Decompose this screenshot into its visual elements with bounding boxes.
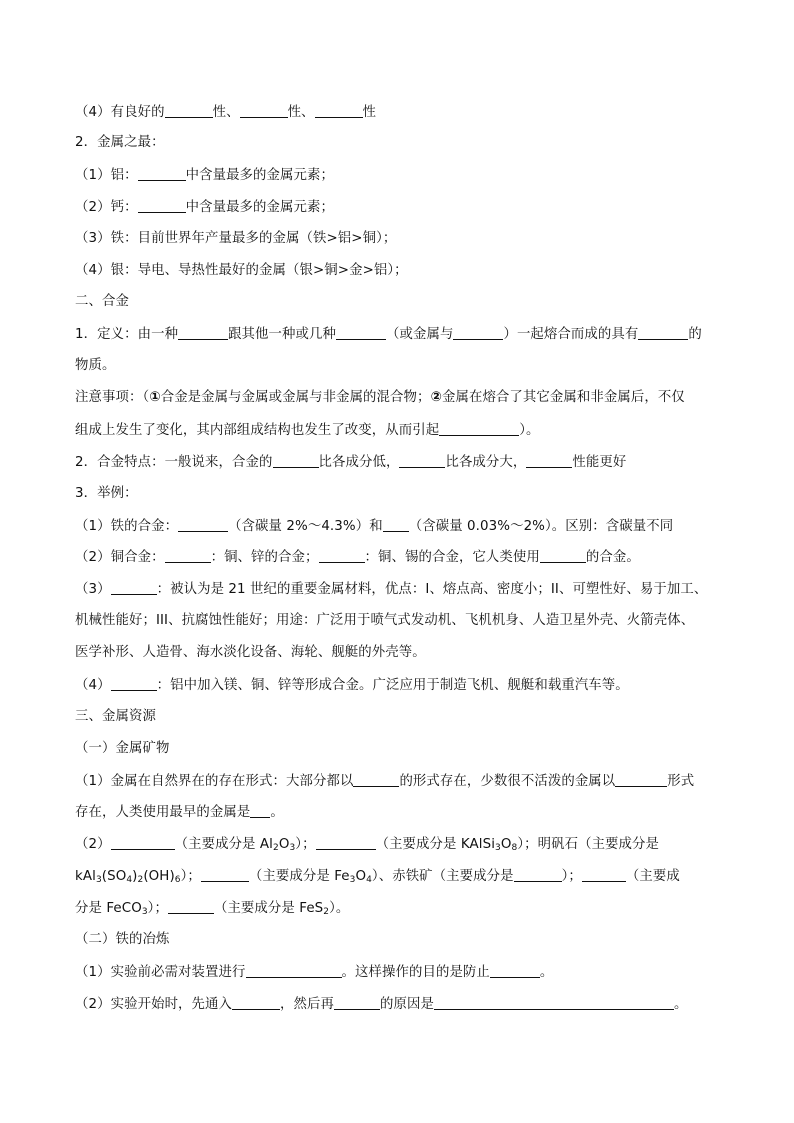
line-aluminum-alloy: （4） ：铝中加入镁、铜、锌等形成合金。广泛应用于制造飞机、舰艇和载重汽车等。	[75, 678, 629, 693]
blank-field[interactable]	[353, 773, 399, 787]
line-minerals-1: （2） （主要成分是 $Al_2O_3$）； （主要成分是 $KAlSi_3O_8$）；明矾石（主要成分是	[75, 837, 660, 853]
line-minerals-2: $kAl_3(SO_4)_2(OH)_6$）； （主要成分是 $Fe_3O_4$）、赤铁矿（主要成分是 ）； （主要成	[75, 869, 680, 885]
blank-field[interactable]	[273, 454, 319, 468]
blank-field[interactable]	[178, 326, 228, 340]
blank-field[interactable]	[111, 836, 175, 850]
blank-field[interactable]	[540, 549, 586, 563]
blank-field[interactable]	[168, 900, 214, 914]
line-iron-alloy: （1）铁的合金： （含碳量 2%～4.3%）和 （含碳量 0.03%～2%）。区别：含碳量不同	[75, 519, 674, 534]
line-alloy-features: 2．合金特点：一般说来，合金的 比各成分低， 比各成分大， 性能更好	[75, 455, 627, 470]
blank-field[interactable]	[240, 104, 288, 118]
line-silver: （4）银：导电、导热性最好的金属（银>铜>金>铝）；	[75, 263, 408, 278]
line-iron: （3）铁：目前世界年产量最多的金属（铁>铝>铜）；	[75, 231, 397, 246]
blank-field[interactable]	[526, 454, 572, 468]
blank-field[interactable]	[250, 804, 270, 818]
blank-field[interactable]	[315, 104, 363, 118]
line-notes: 注意事项：（①合金是金属与金属或金属与非金属的混合物；②金属在熔合了其它金属和非金属后，不仅	[75, 390, 685, 405]
line-good-properties: （4）有良好的 性、 性、 性	[75, 105, 377, 120]
line-copper-alloy: （2）铜合金： ：铜、锌的合金； ：铜、锡的合金，它人类使用 的合金。	[75, 550, 640, 565]
blank-field[interactable]	[434, 996, 674, 1010]
blank-field[interactable]	[334, 996, 380, 1010]
blank-field[interactable]	[165, 549, 211, 563]
blank-field[interactable]	[111, 677, 157, 691]
blank-field[interactable]	[138, 167, 186, 181]
blank-field[interactable]	[111, 581, 157, 595]
blank-field[interactable]	[490, 964, 540, 978]
blank-field[interactable]	[316, 836, 376, 850]
line-notes-cont: 组成上发生了变化，其内部组成结构也发生了改变，从而引起 ）。	[75, 423, 540, 438]
blank-field[interactable]	[246, 964, 342, 978]
blank-field[interactable]	[165, 104, 213, 118]
line-titanium-alloy: （3） ：被认为是 21 世纪的重要金属材料，优点：I、熔点高、密度小；II、可塑性好、易于加工、	[75, 582, 708, 597]
blank-field[interactable]	[138, 199, 186, 213]
line-text: 机械性能好；III、抗腐蚀性能好；用途：广泛用于喷气式发动机、飞机机身、人造卫星外壳、火箭壳体、	[75, 613, 695, 628]
line-aluminum: （1）铝： 中含量最多的金属元素；	[75, 168, 334, 183]
subsection-heading: （一）金属矿物	[75, 741, 170, 756]
subsection-heading: （二）铁的冶炼	[75, 932, 170, 947]
blank-field[interactable]	[453, 326, 503, 340]
line-calcium: （2）钙： 中含量最多的金属元素；	[75, 200, 334, 215]
blank-field[interactable]	[615, 773, 667, 787]
blank-field[interactable]	[439, 422, 519, 436]
blank-field[interactable]	[514, 868, 562, 882]
line-existence-form: （1）金属在自然界在的存在形式：大部分都以 的形式存在，少数很不活泼的金属以 形式	[75, 774, 695, 789]
line-experiment-2: （2）实验开始时，先通入 ，然后再 的原因是 。	[75, 997, 688, 1012]
section-heading-alloy: 二、合金	[75, 294, 129, 309]
blank-field[interactable]	[232, 996, 280, 1010]
section-heading-resources: 三、金属资源	[75, 709, 156, 724]
line-text: 医学补形、人造骨、海水淡化设备、海轮、舰艇的外壳等。	[75, 645, 426, 660]
line-examples: 3．举例：	[75, 486, 138, 501]
section-heading: 2．金属之最：	[75, 135, 165, 150]
blank-field[interactable]	[383, 518, 409, 532]
blank-field[interactable]	[582, 868, 626, 882]
blank-field[interactable]	[336, 326, 386, 340]
line-earliest-metal: 存在，人类使用最早的金属是 。	[75, 805, 284, 820]
blank-field[interactable]	[319, 549, 365, 563]
line-minerals-3: 分是 FeCO$_3$）； （主要成分是 FeS$_2$）。	[75, 901, 350, 917]
blank-field[interactable]	[638, 326, 688, 340]
blank-field[interactable]	[201, 868, 249, 882]
line-experiment-1: （1）实验前必需对装置进行 。这样操作的目的是防止 。	[75, 965, 554, 980]
line-text: 物质。	[75, 358, 116, 373]
blank-field[interactable]	[399, 454, 445, 468]
blank-field[interactable]	[178, 518, 228, 532]
line-alloy-definition: 1．定义：由一种 跟其他一种或几种 （或金属与 ）一起熔合而成的具有 的	[75, 327, 702, 342]
